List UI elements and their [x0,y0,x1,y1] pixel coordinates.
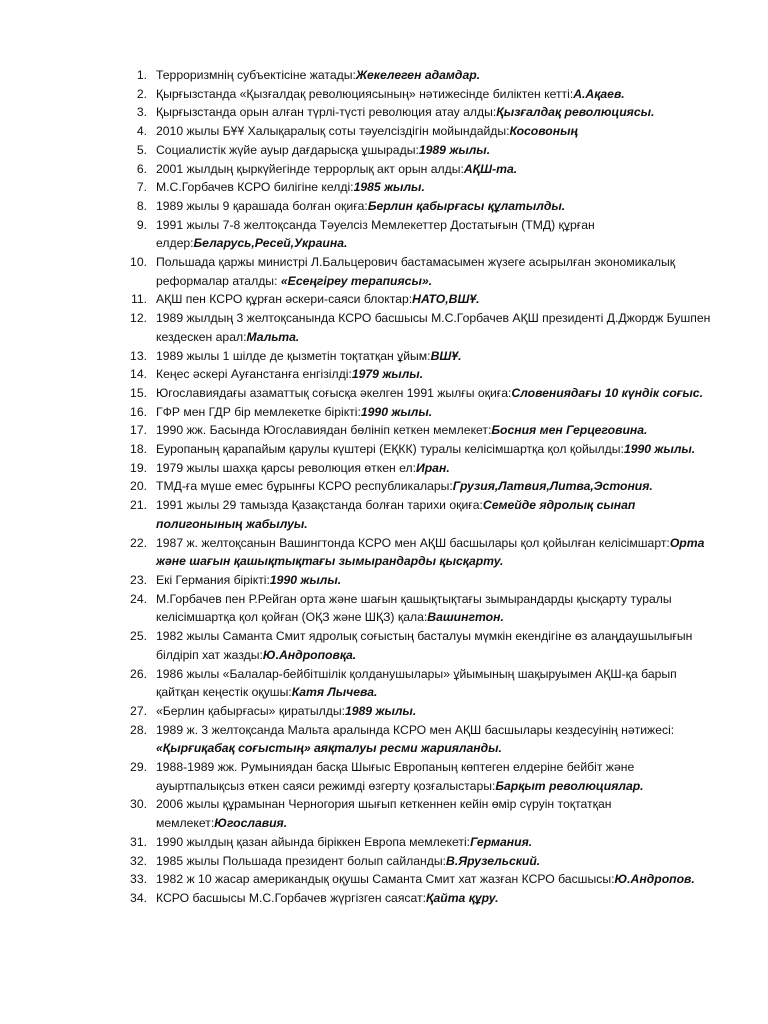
list-item [120,253,720,290]
item-question: 1989 жылдың 3 желтоқсанында КСРО басшысы М.С.Горбачев АҚШ президенті Д.Джордж Бушпен кездескен арал: [156,311,711,344]
item-number: 4. [136,124,147,139]
item-number: 34. [130,890,147,905]
list-item [120,197,720,216]
item-number: 26. [130,666,147,681]
item-question: Польшада қаржы министрі Л.Бальцерович бастамасымен жүзеге асырылған экономикалық реформалар аталды: [156,255,676,288]
item-number: 25. [130,629,147,644]
list-item [120,721,720,758]
item-answer: Орта және шағын қашықтықтағы зымырандарды қысқарту. [156,535,705,569]
item-number: 7. [136,180,147,195]
item-number: 9. [136,217,147,232]
item-question: Кеңес әскері Ауғанстанға енгізілді: [156,367,352,382]
item-question: 1985 жылы Польшада президент болып сайланды: [156,853,447,868]
item-number: 8. [136,198,147,213]
item-question: Еуропаның қарапайым қарулы күштері (ЕҚКК) туралы келісімшартқа қол қойылды: [156,442,624,457]
item-answer: ВШҰ. [430,348,462,363]
item-answer: Ю.Андроповқа. [262,647,357,662]
item-question: Югославиядағы азаматтық соғысқа әкелген 1991 жылғы оқиға: [156,385,512,400]
list-item [120,459,720,478]
item-number: 3. [136,105,147,120]
list-item [120,758,720,795]
item-answer: Катя Лычева. [291,685,378,700]
list-item [120,85,720,104]
item-answer: Жекелеген адамдар. [355,68,481,82]
item-number: 15. [130,385,147,400]
item-question: 1990 жылдың қазан айында біріккен Европа мемлекеті: [156,834,471,849]
item-answer: Мальта. [246,329,300,344]
list-item [120,590,720,627]
item-number: 21. [130,498,147,513]
item-answer: Ю.Андропов. [614,872,695,887]
item-number: 30. [130,797,147,812]
item-answer: «Есеңгіреу терапиясы». [280,273,433,288]
item-question: 1982 ж 10 жасар американдық оқушы Саманта Смит хат жазған КСРО басшысы: [156,872,615,887]
list-item [120,365,720,384]
item-answer: А.Ақаев. [573,86,625,101]
item-answer: Вашингтон. [427,610,504,625]
item-number: 14. [130,367,147,382]
item-question: 1979 жылы шахқа қарсы революция өткен ел: [156,460,416,475]
item-question: М.Горбачев пен Р.Рейган орта және шағын қашықтықтағы зымырандарды қысқарту туралы келісімшартқа қол қойған (ОҚЗ және ШҚЗ) қала: [156,591,672,625]
list-item [120,795,720,832]
list-item [120,534,720,571]
item-question: 2006 жылы құрамынан Черногория шығып кеткеннен кейін өмір сүруін тоқтатқан мемлекет: [156,797,612,831]
item-answer: Барқыт революциялар. [495,778,644,793]
list-item [120,477,720,496]
item-question: 1988-1989 жж. Румыниядан басқа Шығыс Европаның көптеген елдеріне бейбіт және ауыртпалықсыз өткен саяси режимді өзгерту қозғалыстары: [156,760,635,793]
list-item [120,421,720,440]
item-number: 28. [130,722,147,737]
item-question: Қырғызстанда орын алған түрлі-түсті революция атау алды: [156,105,497,120]
item-question: 1989 жылы 1 шілде де қызметін тоқтатқан ұйым: [156,348,431,363]
item-question: 1982 жылы Саманта Смит ядролық соғыстың басталуы мүмкін екендігіне өз алаңдаушылығын білдіріп хат жазды: [156,629,693,662]
item-answer: Босния мен Герцеговина. [491,423,648,438]
item-number: 29. [130,760,147,775]
item-number: 32. [130,853,147,868]
item-question: Қырғызстанда «Қызғалдақ революциясының» нәтижесінде биліктен кетті: [156,86,574,101]
item-answer: Иран. [415,460,450,475]
item-answer: Қайта құру. [426,890,499,905]
item-answer: АҚШ-та. [463,161,518,176]
question-list [120,66,720,908]
item-answer: 1989 жылы. [344,703,417,718]
item-question: 1989 жылы 9 қарашада болған оқиға: [156,198,368,213]
item-number: 20. [130,479,147,494]
list-item [120,160,720,179]
list-item [120,440,720,459]
item-answer: Семейде ядролық сынап полигонының жабылуы. [156,498,636,531]
list-item [120,403,720,422]
item-number: 13. [130,348,147,363]
list-item [120,870,720,889]
item-answer: НАТО,ВШҰ. [412,292,480,307]
list-item [120,290,720,309]
item-answer: Қызғалдақ революциясы. [496,105,655,120]
list-item [120,833,720,852]
item-question: Социалистік жүйе ауыр дағдарысқа ұшырады: [156,142,419,157]
item-number: 2. [136,86,147,101]
item-number: 12. [130,311,147,326]
item-number: 24. [130,591,147,606]
item-answer: Югославия. [214,816,288,831]
item-number: 22. [130,535,147,550]
item-question: АҚШ пен КСРО құрған әскери-саяси блоктар: [156,292,413,307]
item-number: 16. [130,404,147,419]
item-number: 6. [136,161,147,176]
item-answer: 1990 жылы. [360,404,433,419]
item-number: 19. [130,460,147,475]
list-item [120,122,720,141]
list-item [120,627,720,664]
list-item [120,889,720,908]
item-question: 1989 ж. 3 желтоқсанда Мальта аралында КСРО мен АҚШ басшылары кездесуінің нәтижесі: [156,722,675,737]
item-answer: Беларусь,Ресей,Украина. [193,236,348,251]
list-item [120,66,720,85]
item-question: 1991 жылы 7-8 желтоқсанда Тәуелсіз Мемлекеттер Достатығын (ТМД) құрған елдер: [156,217,595,251]
item-question: М.С.Горбачев КСРО билігіне келді: [156,180,354,195]
item-number: 11. [130,292,147,307]
list-item [120,702,720,721]
item-question: 1990 жж. Басында Югославиядан бөлініп кеткен мемлекет: [156,423,492,438]
item-answer: 1989 жылы. [418,142,491,157]
item-question: ГФР мен ГДР бір мемлекетке бірікті: [156,404,361,419]
item-question: 2010 жылы БҰҰ Халықаралық соты тәуелсіздігін мойындайды: [156,124,510,139]
item-question: «Берлин қабырғасы» қиратылды: [156,703,345,718]
item-answer: 1990 жылы. [269,572,342,587]
item-number: 10. [130,255,147,270]
item-question: 1986 жылы «Балалар-бейбітшілік қолданушылары» ұйымының шақыруымен АҚШ-қа барып қайтқан кеңестік оқушы: [156,666,677,700]
item-answer: «Қырғиқабақ соғыстың» аяқталуы ресми жарияланды. [156,741,502,756]
item-answer: Косовоның [509,124,578,139]
item-answer: 1985 жылы. [353,180,425,195]
item-number: 17. [130,423,147,438]
item-answer: Словениядағы 10 күндік соғыс. [511,385,703,400]
list-item [120,309,720,346]
item-number: 23. [130,572,147,587]
item-number: 1. [136,68,147,82]
item-number: 5. [136,142,147,157]
list-item [120,571,720,590]
item-question: 2001 жылдың қыркүйегінде террорлық акт орын алды: [156,161,464,176]
list-item [120,216,720,253]
item-answer: Грузия,Латвия,Литва,Эстония. [452,479,653,494]
item-question: Терроризмнің субъектісіне жатады: [156,68,356,82]
list-item [120,103,720,122]
item-question: ТМД-ға мүше емес бұрынғы КСРО республикалары: [156,479,453,494]
item-answer: Германия. [470,834,533,849]
list-item [120,665,720,702]
list-item [120,384,720,403]
item-number: 27. [130,703,147,718]
item-question: КСРО басшысы М.С.Горбачев жүргізген саясат: [156,890,426,905]
item-number: 33. [130,872,147,887]
list-item [120,141,720,160]
list-item [120,178,720,197]
item-question: 1991 жылы 29 тамызда Қазақстанда болған тарихи оқиға: [156,498,483,513]
item-answer: 1979 жылы. [351,367,424,382]
item-question: 1987 ж. желтоқсанын Вашингтонда КСРО мен АҚШ басшылары қол қойылған келісімшарт: [156,535,670,550]
list-item [120,496,720,533]
item-number: 31. [130,834,147,849]
item-answer: Берлин қабырғасы құлатылды. [367,198,566,213]
item-question: Екі Германия бірікті: [156,572,270,587]
item-number: 18. [130,442,147,457]
item-answer: 1990 жылы. [623,442,696,457]
item-answer: В.Ярузельский. [446,853,541,868]
list-item [120,852,720,871]
list-item [120,347,720,366]
